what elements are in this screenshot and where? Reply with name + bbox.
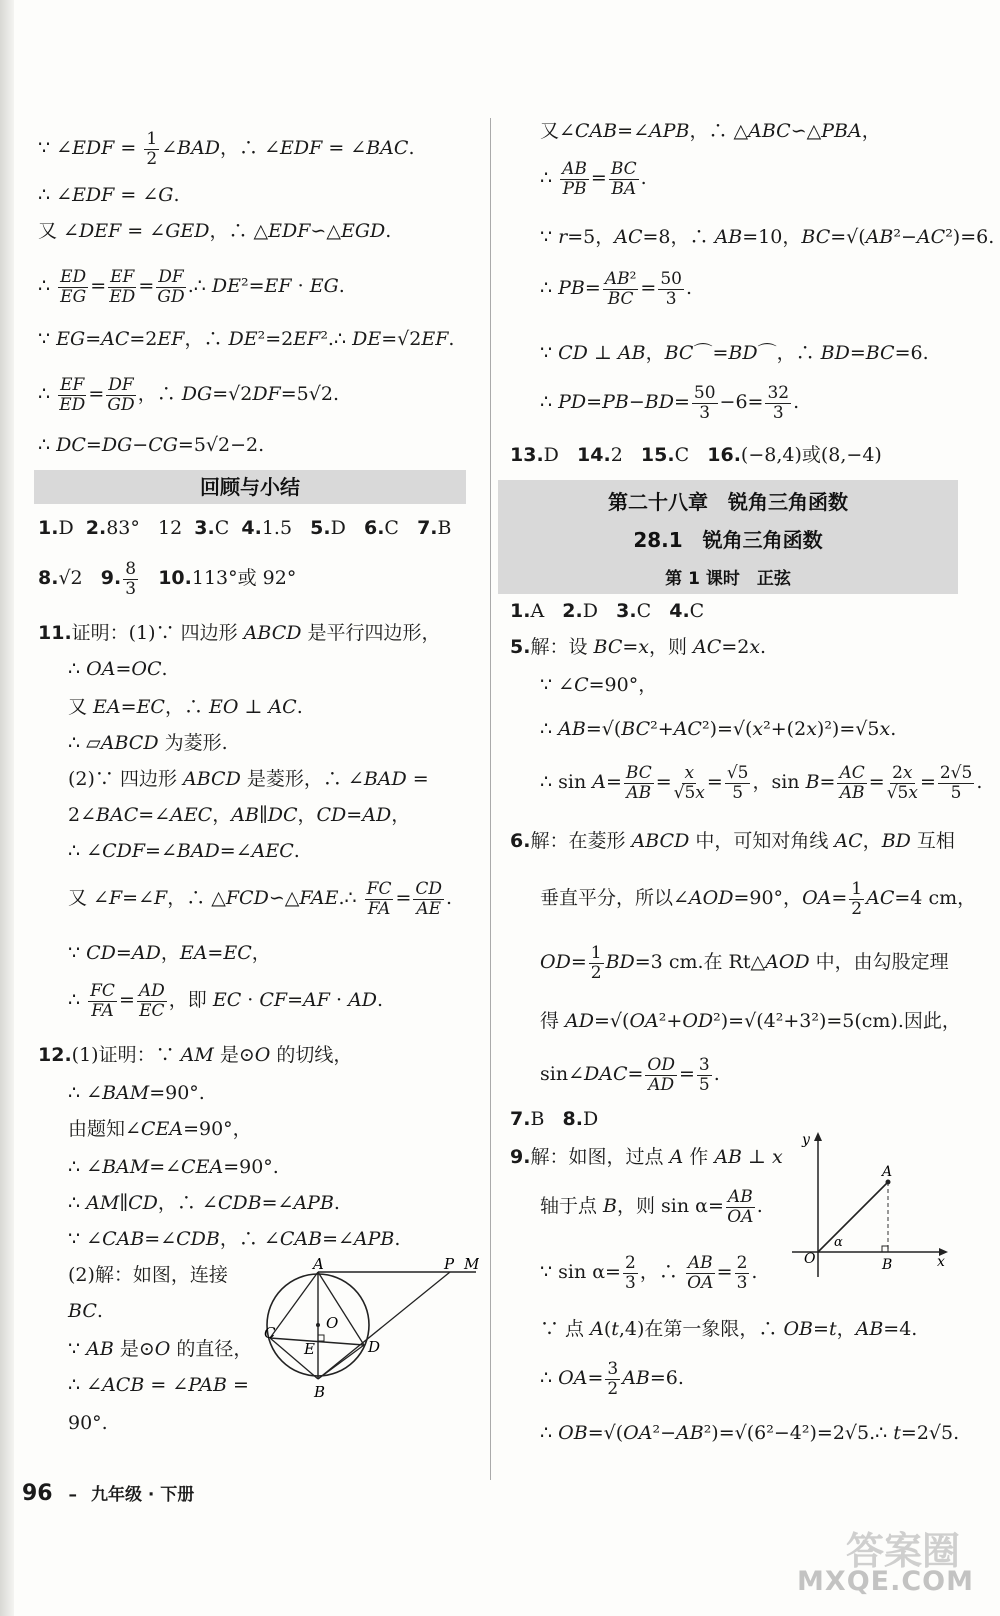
right-text-line: 垂直平分，所以∠AOD=90°，OA= $\frac{1}{2}$ AC=4 cm， — [540, 879, 977, 919]
right-text-line: 6.解：在菱形 ABCD 中，可知对角线 AC，BD 互相 — [510, 830, 955, 852]
left-text-line: ∴ $\frac{ED}{EG}$ = $\frac{EF}{ED}$ = $\frac{DF}{GD}$ .∴ DE²=EF · EG. — [38, 267, 345, 307]
fig12-label-d: D — [368, 1338, 381, 1356]
right-text-line: ∵ r=5，AC=8，∴ AB=10，BC=√(AB²−AC²)=6. — [540, 226, 995, 248]
right-text-line: ∴ PB= $\frac{\text{AB²}}{BC}$ = $\frac{50}{3}$ . — [540, 269, 693, 309]
chapter-title: 第二十八章 锐角三角函数 — [608, 490, 848, 514]
right-text-line: ∴ OA= $\frac{3}{2}$ AB=6. — [540, 1359, 684, 1399]
left-text-line: ∴ OA=OC. — [68, 658, 168, 680]
left-text-line: 又 ∠DEF = ∠GED，∴ △EDF∽△EGD. — [38, 220, 392, 242]
right-text-line: 5.解：设 BC=x，则 AC=2x. — [510, 636, 767, 658]
fig12-label-p: P — [444, 1258, 455, 1273]
left-text-line: (2)∵ 四边形 ABCD 是菱形，∴ ∠BAD = — [68, 768, 429, 790]
fig12-label-e: E — [304, 1340, 315, 1358]
page-footer — [22, 1480, 194, 1506]
left-text-line: ∵ ∠EDF = $\frac{1}{2}$ ∠BAD，∴ ∠EDF = ∠BAC. — [38, 129, 415, 169]
right-text-line: sin∠DAC= $\frac{OD}{AD}$ = $\frac{3}{5}$ . — [540, 1055, 720, 1095]
left-text-line: ∴ ∠BAM=∠CEA=90°. — [68, 1156, 279, 1178]
page-binding-edge — [0, 0, 14, 1616]
left-text-line: (2)解：如图，连接 — [68, 1264, 228, 1286]
fig12-label-m: M — [464, 1258, 479, 1273]
lesson-title: 第 1 课时 正弦 — [665, 569, 791, 589]
left-text-line: ∴ ∠BAM=90°. — [68, 1082, 205, 1104]
left-text-line: ∴ DC=DG−CG=5√2−2. — [38, 434, 265, 456]
left-text-line: BC. — [68, 1300, 103, 1322]
coordinate-figure — [782, 1132, 952, 1282]
right-text-line: 9.解：如图，过点 A 作 AB ⊥ x — [510, 1146, 783, 1168]
fig9-label-y: y — [802, 1132, 810, 1148]
fig9-label-alpha: α — [834, 1235, 843, 1250]
left-text-line: 11.证明：(1)∵ 四边形 ABCD 是平行四边形， — [38, 622, 441, 644]
fig12-label-o: O — [326, 1314, 339, 1332]
left-text-line: 8.√2 9. $\frac{8}{3}$ 10.113°或 92° — [38, 559, 297, 599]
right-text-line: 13.D 14.2 15.C 16.(−8,4)或(8,−4) — [510, 444, 882, 466]
left-text-line: 又 ∠F=∠F，∴ △FCD∽△FAE.∴ $\frac{FC}{FA}$ = $\frac{CD}{AE}$ . — [68, 879, 453, 919]
right-text-line: OD= $\frac{1}{2}$ BD=3 cm.在 Rt△AOD 中，由勾股定理 — [540, 943, 949, 983]
section-header-review — [34, 470, 466, 504]
left-text-line: 又 EA=EC，∴ EO ⊥ AC. — [68, 696, 303, 718]
fig9-label-a: A — [882, 1164, 893, 1180]
watermark-logo: 答案圈 — [845, 1529, 960, 1573]
fig9-label-o: O — [804, 1251, 816, 1267]
circle-figure — [264, 1258, 479, 1403]
left-text-line: 90°. — [68, 1412, 108, 1434]
section-title-28-1: 28.1 锐角三角函数 — [633, 528, 823, 552]
left-text-line: 12.(1)证明：∵ AM 是⊙O 的切线， — [38, 1044, 353, 1066]
left-text-line: ∵ ∠CAB=∠CDB，∴ ∠CAB=∠APB. — [68, 1228, 401, 1250]
right-text-line: ∴ PD=PB−BD= $\frac{50}{3}$ −6= $\frac{32}{3}$ . — [540, 383, 800, 423]
fig12-label-b: B — [314, 1383, 326, 1401]
right-text-line: ∵ 点 A(t,4)在第一象限，∴ OB=t，AB=4. — [540, 1318, 918, 1340]
watermark-domain: MXQE.COM — [797, 1566, 974, 1597]
right-text-line: 7.B 8.D — [510, 1108, 599, 1130]
right-text-line: ∴ $\frac{AB}{PB}$ = $\frac{BC}{BA}$ . — [540, 159, 647, 199]
left-text-line: ∵ AB 是⊙O 的直径， — [68, 1338, 253, 1360]
left-text-line: ∵ EG=AC=2EF，∴ DE²=2EF².∴ DE=√2EF. — [38, 328, 455, 350]
left-text-line: ∴ $\frac{FC}{FA}$ = $\frac{AD}{EC}$ ，即 EC · CF=AF · AD. — [68, 981, 384, 1021]
fig12-label-a: A — [313, 1258, 324, 1273]
section-title-review: 回顾与小结 — [200, 475, 300, 499]
footer-grade: 九年级 · 下册 — [90, 1485, 195, 1505]
left-text-line: ∴ AM∥CD，∴ ∠CDB=∠APB. — [68, 1192, 340, 1214]
right-text-line: ∵ sin α= $\frac{2}{3}$ ，∴ $\frac{AB}{OA}$ = $\frac{2}{3}$ . — [540, 1253, 758, 1293]
right-text-line: ∴ sin A= $\frac{BC}{AB}$ = $\frac{x}{√5x}$ = $\frac{√5}{5}$ ，sin B= $\frac{AC}{AB}$ = $\frac{2x}{√5x}$ = $\frac{2√5}{5}$ . — [540, 763, 983, 803]
left-text-line: 2∠BAC=∠AEC，AB∥DC，CD=AD， — [68, 804, 411, 826]
right-text-line: ∴ OB=√(OA²−AB²)=√(6²−4²)=2√5.∴ t=2√5. — [540, 1422, 960, 1444]
right-text-line: ∵ ∠C=90°， — [540, 674, 658, 696]
left-text-line: ∴ ∠CDF=∠BAD=∠AEC. — [68, 840, 300, 862]
fig12-label-c: C — [264, 1324, 276, 1342]
right-text-line: 又∠CAB=∠APB，∴ △ABC∽△PBA， — [540, 120, 881, 142]
right-text-line: ∵ CD ⊥ AB，BC⌒=BD⌒，∴ BD=BC=6. — [540, 342, 929, 364]
left-text-line: ∵ CD=AD，EA=EC， — [68, 942, 271, 964]
left-text-line: ∴ ∠ACB = ∠PAB = — [68, 1374, 249, 1396]
fig9-label-x: x — [937, 1254, 945, 1270]
right-text-line: 得 AD=√(OA²+OD²)=√(4²+3²)=5(cm).因此， — [540, 1010, 961, 1032]
right-text-line: 轴于点 B，则 sin α= $\frac{AB}{OA}$ . — [540, 1187, 763, 1227]
right-text-line: 1.A 2.D 3.C 4.C — [510, 600, 705, 622]
left-text-line: ∴ $\frac{EF}{ED}$ = $\frac{DF}{GD}$ ，∴ DG=√2DF=5√2. — [38, 375, 339, 415]
left-text-line: ∴ ▱ABCD 为菱形. — [68, 732, 228, 754]
chapter-header — [498, 480, 958, 594]
fig9-label-b: B — [882, 1257, 893, 1273]
left-text-line: 1.D 2.83° 12 3.C 4.1.5 5.D 6.C 7.B — [38, 517, 452, 539]
column-divider — [490, 118, 491, 1480]
left-text-line: ∴ ∠EDF = ∠G. — [38, 184, 180, 206]
left-text-line: 由题知∠CEA=90°， — [68, 1118, 252, 1140]
right-text-line: ∴ AB=√(BC²+AC²)=√(x²+(2x)²)=√5x. — [540, 718, 897, 740]
footer-separator: – — [68, 1485, 78, 1505]
page-number: 96 — [22, 1481, 53, 1506]
